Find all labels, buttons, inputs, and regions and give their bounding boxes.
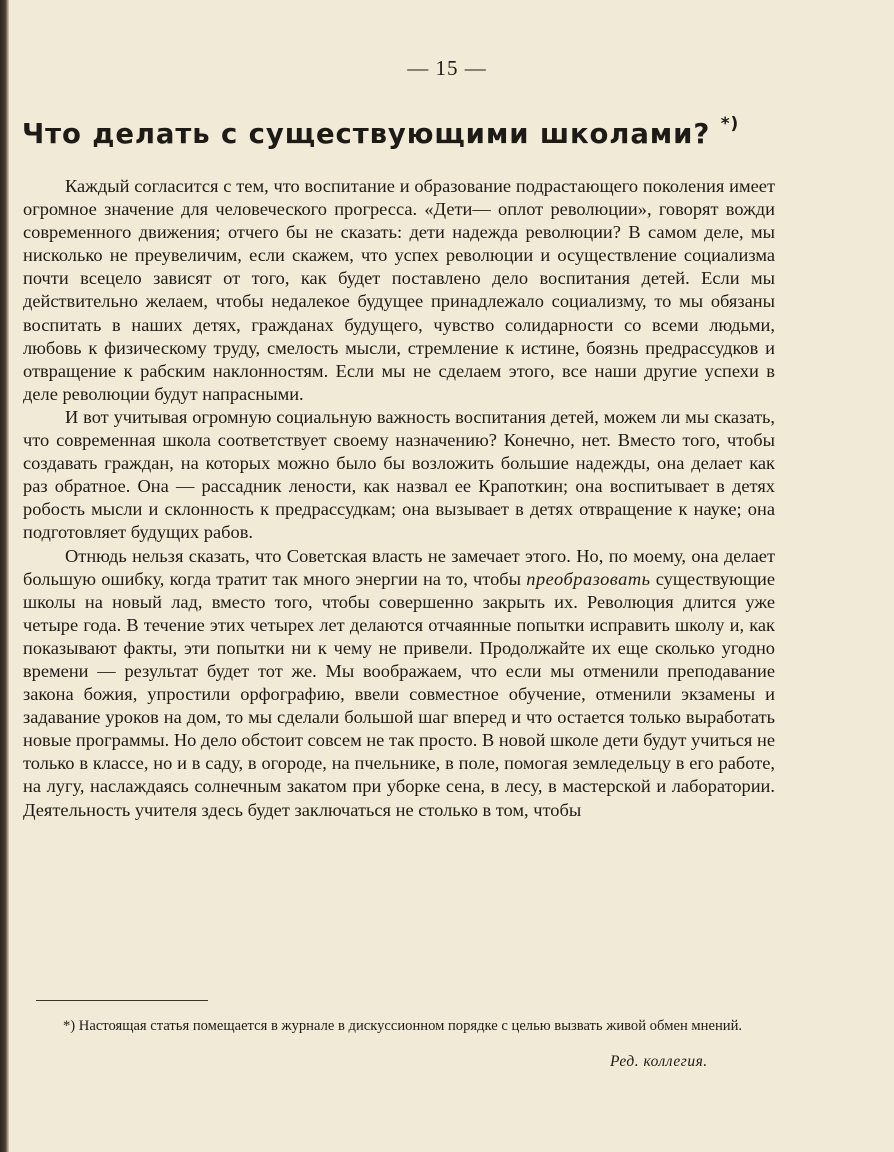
paragraph-3-start: Отнюдь нельзя сказать, что Советская власть не замечает этого. Но, по моему, она делает большую ошибку, когда тратит так много энергии на то, чтобы bbox=[23, 545, 775, 589]
paragraph-1: Каждый согласится с тем, что воспитание и образование подрастающего поколения имеет огромное значение для человеческого прогресса. «Дети— оплот революции», говорят вожди современного движения; отчего бы не сказать: дети надежда революции? В самом деле, мы нисколько не преувеличим, если скажем, что успех революции и осуществление социализма почти всецело зависят от того, как будет поставлено дело воспитания детей. Если мы действительно желаем, чтобы недалекое будущее принадлежало социализму, то мы обязаны воспитать в наших детях, гражданах будущего, чувство солидарности со всеми людьми, любовь к физическому труду, смелость мысли, стремление к истине, боязнь предрассудков и отвращение к рабским наклонностям. Если мы не сделаем этого, все наши другие успехи в деле революции будут напрасными. bbox=[23, 176, 775, 404]
paragraph-3-emphasis: преобразовать bbox=[526, 568, 651, 589]
paragraph-2: И вот учитывая огромную социальную важность воспитания детей, можем ли мы сказать, что современная школа соответствует своему назначению? Конечно, нет. Вместо того, чтобы создавать граждан, на которых можно было бы возложить большие надежды, она делает как раз обратное. Она — рассадник лености, как назвал ее Крапоткин; она воспитывает в детях робость мысли и склонность к предрассудкам; она вызывает в детях отвращение к науке; она подготовляет будущих рабов. bbox=[23, 406, 775, 543]
footnote-divider bbox=[36, 1000, 208, 1001]
footnote-text: *) Настоящая статья помещается в журнале в дискуссионном порядке с целью вызвать живой обмен мнений. bbox=[63, 1018, 743, 1034]
editorial-signature: Ред. коллегия. bbox=[610, 1053, 708, 1070]
article-body bbox=[23, 175, 775, 822]
page-number: — 15 — bbox=[407, 56, 487, 80]
paragraph-3 bbox=[23, 545, 775, 822]
paragraph-3-end: существующие школы на новый лад, вместо того, чтобы совершенно закрыть их. Революция длится уже четыре года. В течение этих четырех лет делаются отчаянные попытки исправить школу и, как показывают факты, эти попытки ни к чему не привели. Продолжайте их еще сколько угодно времени — результат будет тот же. Мы воображаем, что если мы отменили преподавание закона божия, упростили орфографию, ввели совместное обучение, отменили экзамены и задавание уроков на дом, то мы сделали большой шаг вперед и что остается только выработать новые программы. Но дело обстоит совсем не так просто. В новой школе дети будут учиться не только в классе, но и в саду, в огороде, на пчельнике, в поле, помогая земледельцу в его работе, на лугу, наслаждаясь солнечным закатом при уборке сена, в лесу, в мастерской и лаборатории. Деятельность учителя здесь будет заключаться не столько в том, чтобы bbox=[23, 568, 775, 820]
footnote-marker: *) bbox=[720, 114, 740, 134]
article-title-text: Что делать с существующими школами? bbox=[22, 118, 711, 151]
page-binding-edge bbox=[0, 0, 9, 1152]
article-title bbox=[22, 114, 882, 151]
